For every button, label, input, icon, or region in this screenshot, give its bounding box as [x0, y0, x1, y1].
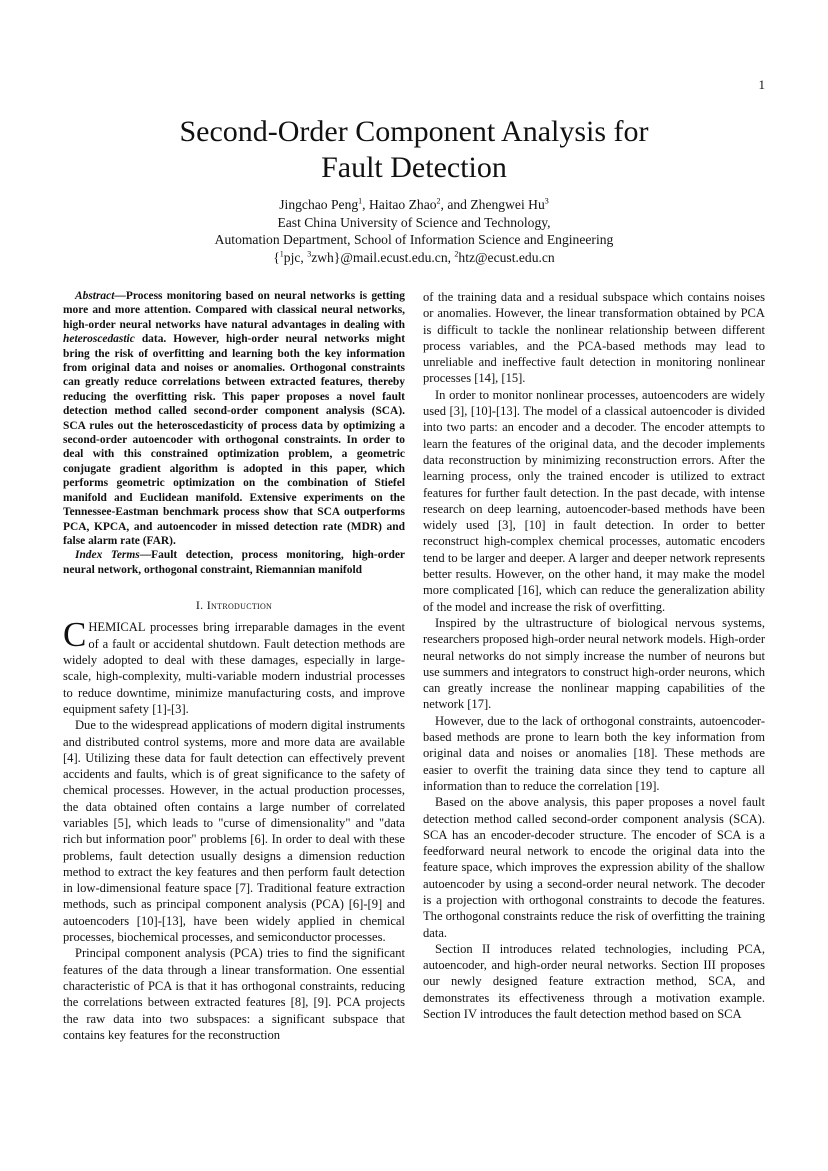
author-2-marker: 2 [436, 196, 441, 206]
index-terms-text: —Fault detection, process monitoring, high-order neural network, orthogonal constraint, Riemannian manifold [63, 549, 406, 576]
section-numeral: I. [195, 598, 204, 613]
email-marker-2: 2 [454, 248, 459, 258]
author-1-marker: 1 [358, 196, 363, 206]
intro-paragraph-2: Due to the widespread applications of modern digital instruments and distributed control systems, more and more data are available [4]. Utilizing these data for fault detection can effectively prevent accidents and faults, which is of great significance to the safety of chemical processes. However, in the actual production processes, the data obtained often contains a large number of correlated variables [5], which leads to "curse of dimensionality" and "data rich but information poor" problems [6]. In order to deal with these problems, fault detection usually designs a dimension reduction method to extract the key features and then perform fault detection in low-dimensional feature space [7]. Traditional feature extraction methods, such as principal component analysis (PCA) [6]-[9] and autoencoders [10]-[13], have been widely applied in chemical processes, biochemical processes, and semiconductor processes. [63, 718, 405, 945]
paper-title [0, 114, 828, 186]
email-user-1: pjc, [283, 249, 308, 265]
intro-paragraph-1-text: HEMICAL processes bring irreparable damages in the event of a fault or accidental shutdown. Fault detection methods are widely adopted to deal with these damages, especially in large-scale, high-complexity, multi-variable modern industrial processes to reduce downtime, minimize manufacturing costs, and improve equipment safety [1]-[3]. [63, 620, 405, 716]
author-names [0, 196, 828, 214]
intro-paragraph-6: Inspired by the ultrastructure of biological nervous systems, researchers proposed high-order neural network models. High-order neural networks do not simply increase the number of neurons but use summers and integrators to construct high-order neurons, which can greatly increase the nonlinear mapping capabilities of the network [17]. [423, 615, 765, 712]
affiliation-line-1: East China University of Science and Technology, [277, 214, 551, 230]
email-2: htz@ecust.edu.cn [458, 249, 555, 265]
intro-paragraph-5: In order to monitor nonlinear processes, autoencoders are widely used [3], [10]-[13]. The model of a classical autoencoder is divided into two parts: an encoder and a decoder. The encoder attempts to learn the features of the original data, and the decoder implements data reconstruction by minimizing reconstruction errors. After the learning process, only the trained encoder is utilized to extract features for further fault detection. In the past decade, with intense research on deep learning, autoencoder-based methods have been widely used [3], [10] in fault detection. In order to better reconstruct high-complex chemical processes, automatic encoders tend to be larger and deeper. A larger and deeper network represents better results. However, on the other hand, it may make the model more complicated [16], which can reduce the generalization ability of the model and increase the risk of overfitting. [423, 387, 765, 614]
email-marker-3: 3 [307, 248, 312, 258]
email-brace: { [273, 249, 280, 265]
intro-paragraph-3: Principal component analysis (PCA) tries to find the significant features of the data through a linear transformation. One essential characteristic of PCA is that it has orthogonal constraints, reducing the correlations between extracted features [8], [9]. PCA projects the raw data into two subspaces: a significant subspace that contains key features for the reconstruction [63, 946, 405, 1042]
intro-paragraph-4: of the training data and a residual subspace which contains noises or anomalies. However, the linear transformation obtained by PCA is difficult to tackle the nonlinear relationship between different process variables, and the PCA-based methods may lead to unreliable and ineffective fault detection in monitoring nonlinear processes [14], [15]. [423, 290, 765, 386]
abstract-emphasis: heteroscedastic [63, 333, 135, 346]
abstract-text-1: —Process monitoring based on neural networks is getting more and more attention. Compared with classical neural networks, high-order neural networks have natural advantages in dealing with [63, 290, 405, 331]
section-heading-introduction [63, 597, 405, 613]
intro-paragraph-9: Section II introduces related technologies, including PCA, autoencoder, and high-order neural networks. Section III proposes our newly designed feature extraction method, SCA, and demonstrates its effectiveness through a motivation example. Section IV introduces the fault detection method based on SCA [423, 941, 765, 1022]
intro-paragraph-8: Based on the above analysis, this paper proposes a novel fault detection method called second-order component analysis (SCA). SCA has an encoder-decoder structure. The encoder of SCA is a feedforward neural network to encode the original data into the feature space, which improves the expression ability of the shallow autoencoder by using a second-order neural network. The decoder is a projection with orthogonal constraints to decode the features. The orthogonal constraints reduce the risk of overfitting the training data. [423, 795, 765, 940]
affiliation-line-2: Automation Department, School of Information Science and Engineering [214, 232, 614, 247]
page-number: 1 [758, 77, 765, 92]
author-emails [0, 249, 828, 267]
abstract-label: Abstract [75, 290, 115, 302]
abstract [63, 289, 405, 577]
email-domain-1: zwh}@mail.ecust.edu.cn, [311, 249, 455, 265]
title-line-2: Fault Detection [321, 151, 507, 184]
email-marker-1: 1 [279, 248, 284, 258]
abstract-paragraph [63, 289, 405, 548]
section-title: Introduction [206, 598, 273, 613]
author-2: , Haitao Zhao [362, 197, 437, 212]
author-1: Jingchao Peng [279, 197, 359, 212]
index-terms-label: Index Terms [75, 549, 140, 562]
abstract-text-2: data. However, high-order neural networks might bring the risk of overfitting and learning both the key information from original data and noises or anomalies. Orthogonal constraints can greatly reduce correlations between extracted features, thereby reducing the overfitting risk. This paper proposes a novel fault detection method called second-order component analysis (SCA). SCA rules out the heteroscedasticity of process data by optimizing a second-order autoencoder with orthogonal constraints. In order to deal with this constrained optimization problem, a geometric conjugate gradient algorithm is adopted in this paper, which performs geometric optimization on the combination of Stiefel manifold and Euclidean manifold. Extensive experiments on the Tennessee-Eastman benchmark process show that SCA outperforms PCA, KPCA, and autoencoder in missed detection rate (MDR) and false alarm rate (FAR). [63, 333, 405, 547]
index-terms [63, 548, 405, 577]
intro-paragraph-7: However, due to the lack of orthogonal constraints, autoencoder-based methods are prone to learn both the key information from original data and noises or anomalies [18]. These methods are easier to overfit the training data since they tend to capture all information than to reduce the correlation [19]. [423, 713, 765, 793]
intro-paragraph-1 [63, 615, 405, 717]
left-column [63, 289, 405, 1043]
drop-cap: C [63, 615, 87, 655]
author-3-marker: 3 [544, 196, 549, 206]
title-line-1: Second-Order Component Analysis for [179, 115, 649, 148]
author-3: , and Zhengwei Hu [440, 197, 545, 212]
right-column [423, 289, 765, 1022]
author-block [0, 196, 828, 266]
